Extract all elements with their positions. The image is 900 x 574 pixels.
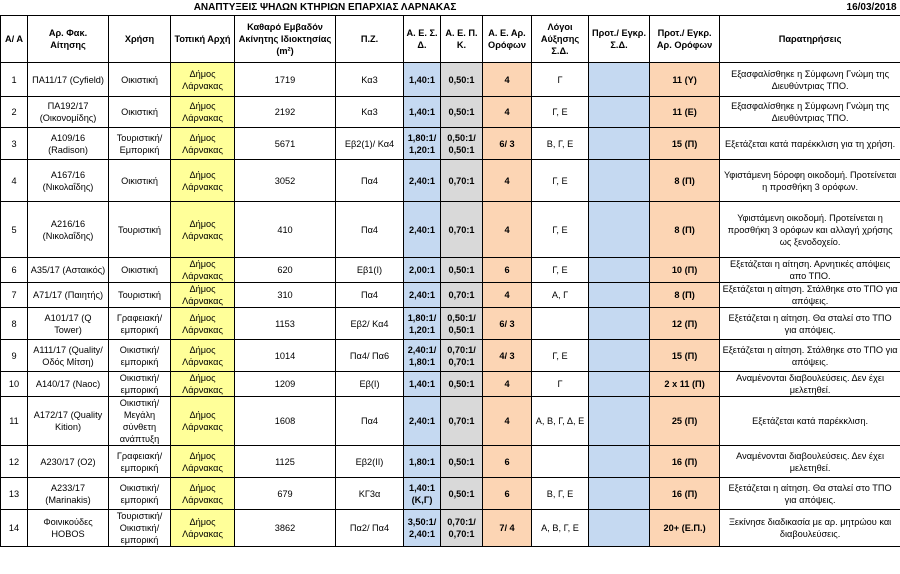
cell-prot-floors: 11 (Ε) xyxy=(650,97,720,128)
cell-file: Α109/16 (Radison) xyxy=(28,128,109,160)
cell-prot-sd xyxy=(589,160,650,202)
cell-apk: 0,50:1 xyxy=(441,63,483,97)
cell-floors: 6 xyxy=(483,258,532,283)
cell-prot-floors: 12 (Π) xyxy=(650,308,720,340)
cell-aa: 10 xyxy=(1,372,28,397)
cell-notes: Εξετάζεται κατά παρέκκλιση για τη χρήση. xyxy=(720,128,900,160)
cell-use: Οικιστική/ εμπορική xyxy=(109,478,171,510)
cell-reasons: Γ xyxy=(532,63,589,97)
cell-use: Οικιστική/ εμπορική xyxy=(109,372,171,397)
cell-aa: 13 xyxy=(1,478,28,510)
cell-area: 410 xyxy=(235,202,336,258)
cell-file: Α216/16 (Νικολαΐδης) xyxy=(28,202,109,258)
cell-area: 1014 xyxy=(235,340,336,372)
header-aa: Α/ Α xyxy=(1,16,28,63)
cell-file: ΠΑ192/17 (Οικονομίδης) xyxy=(28,97,109,128)
cell-notes: Υφιστάμενη οικοδομή. Προτείνεται η προσθήκη 3 ορόφων και αλλαγή χρήσης ως ξενοδοχείο. xyxy=(720,202,900,258)
table-row xyxy=(1,202,900,258)
cell-prot-sd xyxy=(589,308,650,340)
cell-pz: Πα2/ Πα4 xyxy=(336,510,404,547)
cell-file: Α35/17 (Ασταικός) xyxy=(28,258,109,283)
cell-aa: 7 xyxy=(1,283,28,308)
cell-aa: 11 xyxy=(1,397,28,446)
cell-reasons: Γ xyxy=(532,372,589,397)
cell-apk: 0,70:1 xyxy=(441,160,483,202)
cell-file: Α71/17 (Παιητής) xyxy=(28,283,109,308)
header-floors: Α. Ε. Αρ. Ορόφων xyxy=(483,16,532,63)
cell-floors: 4/ 3 xyxy=(483,340,532,372)
header-notes: Παρατηρήσεις xyxy=(720,16,900,63)
cell-prot-sd xyxy=(589,340,650,372)
cell-prot-sd xyxy=(589,63,650,97)
cell-pz: Πα4 xyxy=(336,202,404,258)
cell-reasons: Γ, Ε xyxy=(532,340,589,372)
header-file: Αρ. Φακ. Αίτησης xyxy=(28,16,109,63)
cell-reasons: Γ, Ε xyxy=(532,97,589,128)
cell-apk: 0,70:1 xyxy=(441,202,483,258)
cell-ase: 1,40:1 (Κ,Γ) xyxy=(404,478,441,510)
cell-pz: Πα4/ Πα6 xyxy=(336,340,404,372)
table-row xyxy=(1,258,900,283)
cell-prot-sd xyxy=(589,97,650,128)
cell-apk: 0,50:1/ 0,50:1 xyxy=(441,128,483,160)
table-row xyxy=(1,510,900,547)
report-date: 16/03/2018 xyxy=(650,0,900,16)
table-row xyxy=(1,340,900,372)
cell-area: 679 xyxy=(235,478,336,510)
cell-file: Α167/16 (Νικολαΐδης) xyxy=(28,160,109,202)
cell-notes: Εξετάζεται κατά παρέκκλιση. xyxy=(720,397,900,446)
header-area: Καθαρό Εμβαδόν Ακίνητης Ιδιοκτησίας (m²) xyxy=(235,16,336,63)
cell-area: 1125 xyxy=(235,446,336,478)
page-title: ΑΝΑΠΤΥΞΕΙΣ ΨΗΛΩΝ ΚΤΗΡΙΩΝ ΕΠΑΡΧΙΑΣ ΛΑΡΝΑΚΑΣ xyxy=(1,0,650,16)
cell-aa: 9 xyxy=(1,340,28,372)
cell-authority: Δήμος Λάρνακας xyxy=(171,397,235,446)
table-row xyxy=(1,478,900,510)
header-pz: Π.Ζ. xyxy=(336,16,404,63)
cell-use: Οικιστική xyxy=(109,160,171,202)
cell-notes: Εξετάζεται η αίτηση. Θα σταλεί στο ΤΠΟ για απόψεις. xyxy=(720,308,900,340)
cell-reasons: Γ, Ε xyxy=(532,202,589,258)
cell-prot-floors: 2 x 11 (Π) xyxy=(650,372,720,397)
header-apk: Α. Ε. Π. Κ. xyxy=(441,16,483,63)
cell-authority: Δήμος Λάρνακας xyxy=(171,202,235,258)
cell-pz: Πα4 xyxy=(336,283,404,308)
cell-apk: 0,50:1 xyxy=(441,258,483,283)
cell-pz: Εβ2(ΙΙ) xyxy=(336,446,404,478)
header-row xyxy=(1,16,900,63)
cell-use: Γραφειακή/ εμπορική xyxy=(109,446,171,478)
cell-pz: Κα3 xyxy=(336,63,404,97)
cell-prot-sd xyxy=(589,128,650,160)
cell-apk: 0,50:1/ 0,50:1 xyxy=(441,308,483,340)
cell-apk: 0,50:1 xyxy=(441,446,483,478)
cell-floors: 4 xyxy=(483,372,532,397)
cell-pz: Πα4 xyxy=(336,160,404,202)
cell-ase: 2,40:1 xyxy=(404,160,441,202)
cell-authority: Δήμος Λάρνακας xyxy=(171,446,235,478)
cell-reasons xyxy=(532,308,589,340)
cell-authority: Δήμος Λάρνακας xyxy=(171,340,235,372)
cell-ase: 2,40:1 xyxy=(404,283,441,308)
cell-use: Οικιστική/ Μεγάλη σύνθετη ανάπτυξη xyxy=(109,397,171,446)
cell-ase: 2,00:1 xyxy=(404,258,441,283)
cell-aa: 8 xyxy=(1,308,28,340)
cell-prot-floors: 15 (Π) xyxy=(650,340,720,372)
cell-aa: 2 xyxy=(1,97,28,128)
cell-use: Οικιστική xyxy=(109,63,171,97)
cell-pz: Πα4 xyxy=(336,397,404,446)
cell-reasons: Α, Γ xyxy=(532,283,589,308)
table-row xyxy=(1,372,900,397)
cell-ase: 1,80:1/ 1,20:1 xyxy=(404,128,441,160)
header-authority: Τοπική Αρχή xyxy=(171,16,235,63)
cell-authority: Δήμος Λάρνακας xyxy=(171,283,235,308)
cell-prot-floors: 16 (Π) xyxy=(650,478,720,510)
cell-authority: Δήμος Λάρνακας xyxy=(171,160,235,202)
cell-authority: Δήμος Λάρνακας xyxy=(171,97,235,128)
cell-area: 5671 xyxy=(235,128,336,160)
cell-use: Τουριστική xyxy=(109,202,171,258)
cell-area: 1209 xyxy=(235,372,336,397)
header-prot-floors: Προτ./ Εγκρ. Αρ. Ορόφων xyxy=(650,16,720,63)
cell-reasons: Α, Β, Γ, Δ, Ε xyxy=(532,397,589,446)
cell-apk: 0,50:1 xyxy=(441,372,483,397)
cell-use: Τουριστική/ Εμπορική xyxy=(109,128,171,160)
cell-ase: 1,40:1 xyxy=(404,63,441,97)
cell-ase: 2,40:1/ 1,80:1 xyxy=(404,340,441,372)
cell-floors: 6 xyxy=(483,478,532,510)
cell-prot-sd xyxy=(589,397,650,446)
header-ase: Α. Ε. Σ. Δ. xyxy=(404,16,441,63)
cell-file: Α233/17 (Marinakis) xyxy=(28,478,109,510)
cell-area: 1153 xyxy=(235,308,336,340)
cell-notes: Αναμένονται διαβουλεύσεις. Δεν έχει μελετηθεί. xyxy=(720,372,900,397)
cell-reasons: Α, Β, Γ, Ε xyxy=(532,510,589,547)
cell-authority: Δήμος Λάρνακας xyxy=(171,258,235,283)
cell-prot-floors: 8 (Π) xyxy=(650,202,720,258)
title-row xyxy=(1,0,900,16)
cell-reasons: Γ, Ε xyxy=(532,160,589,202)
cell-apk: 0,70:1 xyxy=(441,283,483,308)
cell-file: Α172/17 (Quality Kition) xyxy=(28,397,109,446)
cell-area: 3862 xyxy=(235,510,336,547)
cell-ase: 1,40:1 xyxy=(404,372,441,397)
cell-aa: 5 xyxy=(1,202,28,258)
cell-file: Α101/17 (Q Tower) xyxy=(28,308,109,340)
cell-aa: 12 xyxy=(1,446,28,478)
cell-notes: Εξετάζεται η αίτηση. Στάλθηκε στο ΤΠΟ για απόψεις. xyxy=(720,340,900,372)
cell-prot-sd xyxy=(589,372,650,397)
cell-pz: Εβ(Ι) xyxy=(336,372,404,397)
cell-notes: Εξασφαλίσθηκε η Σύμφωνη Γνώμη της Διευθύντριας ΤΠΟ. xyxy=(720,63,900,97)
cell-floors: 4 xyxy=(483,160,532,202)
cell-prot-floors: 15 (Π) xyxy=(650,128,720,160)
cell-reasons: Β, Γ, Ε xyxy=(532,478,589,510)
header-reasons: Λόγοι Αύξησης Σ.Δ. xyxy=(532,16,589,63)
cell-authority: Δήμος Λάρνακας xyxy=(171,510,235,547)
cell-area: 1608 xyxy=(235,397,336,446)
cell-notes: Υφιστάμενη 5όροφη οικοδομή. Προτείνεται η προσθήκη 3 ορόφων. xyxy=(720,160,900,202)
cell-notes: Εξετάζεται η αίτηση. Θα σταλεί στο ΤΠΟ για απόψεις. xyxy=(720,478,900,510)
cell-prot-floors: 20+ (Ε.Π.) xyxy=(650,510,720,547)
cell-prot-sd xyxy=(589,478,650,510)
table-row xyxy=(1,397,900,446)
table-row xyxy=(1,128,900,160)
cell-floors: 7/ 4 xyxy=(483,510,532,547)
cell-prot-floors: 11 (Υ) xyxy=(650,63,720,97)
cell-aa: 6 xyxy=(1,258,28,283)
cell-pz: Εβ2/ Κα4 xyxy=(336,308,404,340)
cell-floors: 6/ 3 xyxy=(483,308,532,340)
cell-authority: Δήμος Λάρνακας xyxy=(171,63,235,97)
cell-ase: 1,80:1 xyxy=(404,446,441,478)
cell-use: Οικιστική/ εμπορική xyxy=(109,340,171,372)
header-use: Χρήση xyxy=(109,16,171,63)
cell-floors: 4 xyxy=(483,397,532,446)
cell-use: Οικιστική xyxy=(109,258,171,283)
table-body xyxy=(1,63,900,547)
cell-area: 620 xyxy=(235,258,336,283)
cell-use: Τουριστική xyxy=(109,283,171,308)
cell-authority: Δήμος Λάρνακας xyxy=(171,478,235,510)
cell-notes: Εξετάζεται η αίτηση. Αρνητικές απόψεις απο ΤΠΟ. xyxy=(720,258,900,283)
cell-floors: 4 xyxy=(483,97,532,128)
cell-floors: 4 xyxy=(483,283,532,308)
table-row xyxy=(1,308,900,340)
cell-aa: 1 xyxy=(1,63,28,97)
cell-prot-sd xyxy=(589,202,650,258)
cell-aa: 14 xyxy=(1,510,28,547)
cell-use: Γραφειακή/ εμπορική xyxy=(109,308,171,340)
cell-authority: Δήμος Λάρνακας xyxy=(171,308,235,340)
cell-pz: Εβ1(Ι) xyxy=(336,258,404,283)
cell-pz: Κα3 xyxy=(336,97,404,128)
cell-area: 1719 xyxy=(235,63,336,97)
cell-pz: Εβ2(1)/ Κα4 xyxy=(336,128,404,160)
cell-floors: 6/ 3 xyxy=(483,128,532,160)
cell-prot-sd xyxy=(589,283,650,308)
cell-floors: 4 xyxy=(483,63,532,97)
cell-apk: 0,70:1/ 0,70:1 xyxy=(441,510,483,547)
cell-prot-sd xyxy=(589,510,650,547)
table-row xyxy=(1,446,900,478)
cell-reasons: Β, Γ, Ε xyxy=(532,128,589,160)
cell-pz: ΚΓ3α xyxy=(336,478,404,510)
cell-ase: 2,40:1 xyxy=(404,202,441,258)
cell-file: Α140/17 (Naoc) xyxy=(28,372,109,397)
cell-aa: 4 xyxy=(1,160,28,202)
cell-area: 2192 xyxy=(235,97,336,128)
cell-prot-floors: 16 (Π) xyxy=(650,446,720,478)
cell-notes: Εξασφαλίσθηκε η Σύμφωνη Γνώμη της Διευθύντριας ΤΠΟ. xyxy=(720,97,900,128)
cell-reasons xyxy=(532,446,589,478)
cell-prot-sd xyxy=(589,258,650,283)
cell-authority: Δήμος Λάρνακας xyxy=(171,128,235,160)
cell-prot-floors: 8 (Π) xyxy=(650,283,720,308)
cell-prot-sd xyxy=(589,446,650,478)
cell-file: Φοινικούδες HOBOS xyxy=(28,510,109,547)
table-row xyxy=(1,97,900,128)
cell-ase: 1,40:1 xyxy=(404,97,441,128)
table-row xyxy=(1,160,900,202)
table-row xyxy=(1,283,900,308)
cell-file: Α230/17 (Ο2) xyxy=(28,446,109,478)
cell-prot-floors: 10 (Π) xyxy=(650,258,720,283)
cell-ase: 3,50:1/ 2,40:1 xyxy=(404,510,441,547)
cell-apk: 0,70:1 xyxy=(441,397,483,446)
cell-aa: 3 xyxy=(1,128,28,160)
cell-reasons: Γ, Ε xyxy=(532,258,589,283)
cell-notes: Εξετάζεται η αίτηση. Στάλθηκε στο ΤΠΟ για απόψεις. xyxy=(720,283,900,308)
cell-floors: 6 xyxy=(483,446,532,478)
cell-ase: 1,80:1/ 1,20:1 xyxy=(404,308,441,340)
cell-apk: 0,50:1 xyxy=(441,97,483,128)
cell-apk: 0,70:1/ 0,70:1 xyxy=(441,340,483,372)
cell-prot-floors: 25 (Π) xyxy=(650,397,720,446)
cell-file: Α111/17 (Quality/ Οδός Μίτση) xyxy=(28,340,109,372)
cell-notes: Αναμένονται διαβουλεύσεις. Δεν έχει μελετηθεί. xyxy=(720,446,900,478)
cell-apk: 0,50:1 xyxy=(441,478,483,510)
cell-authority: Δήμος Λάρνακας xyxy=(171,372,235,397)
cell-area: 3052 xyxy=(235,160,336,202)
table-row xyxy=(1,63,900,97)
cell-area: 310 xyxy=(235,283,336,308)
cell-ase: 2,40:1 xyxy=(404,397,441,446)
cell-use: Τουριστική/ Οικιστική/ εμπορική xyxy=(109,510,171,547)
cell-use: Οικιστική xyxy=(109,97,171,128)
cell-prot-floors: 8 (Π) xyxy=(650,160,720,202)
cell-notes: Ξεκίνησε διαδικασία με αρ. μητρώου και διαβουλεύσεις. xyxy=(720,510,900,547)
cell-floors: 4 xyxy=(483,202,532,258)
header-prot-sd: Προτ./ Εγκρ. Σ.Δ. xyxy=(589,16,650,63)
cell-file: ΠΑ11/17 (Cyfield) xyxy=(28,63,109,97)
